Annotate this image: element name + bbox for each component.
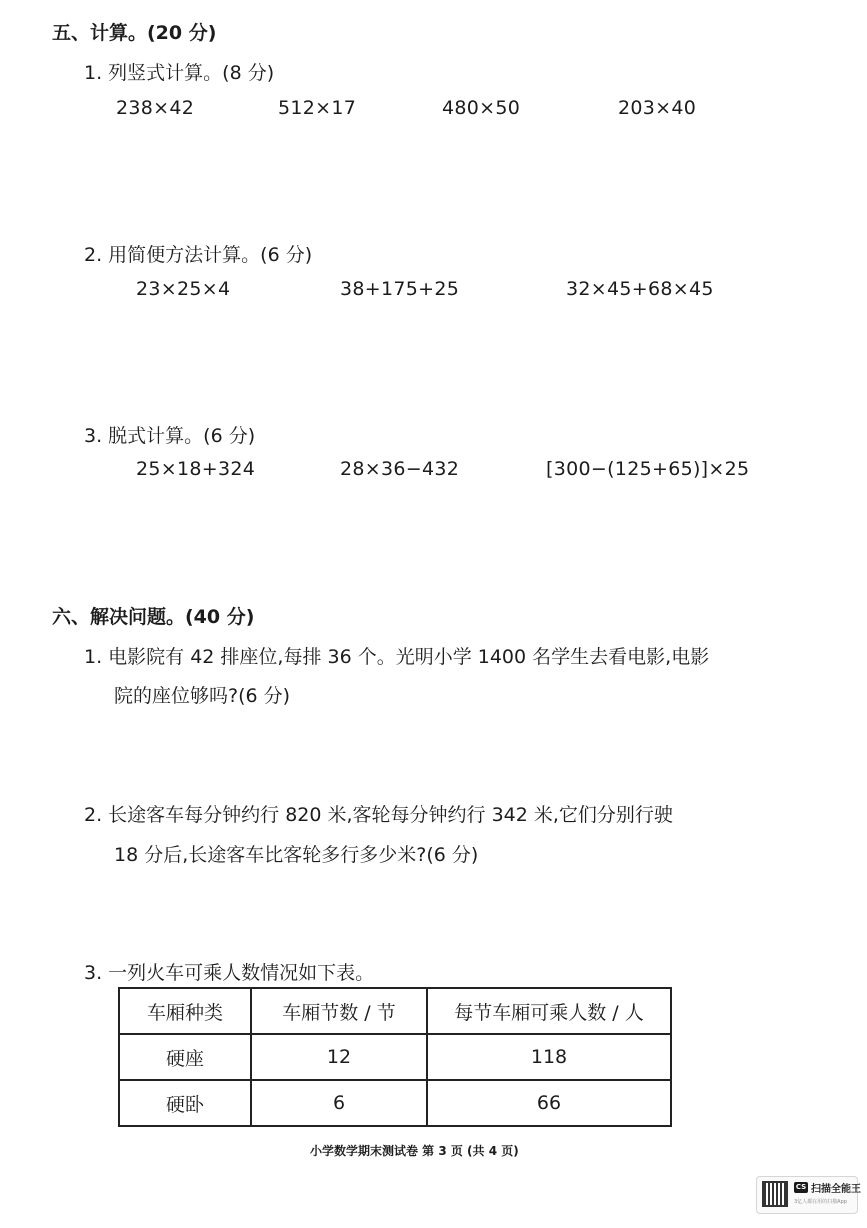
qr-code-icon [762, 1181, 788, 1207]
table-cell: 118 [427, 1034, 671, 1080]
cs-logo-icon: CS [795, 1183, 807, 1191]
expression: 28×36−432 [340, 458, 460, 480]
badge-subtitle: 3亿人都在用的扫描App [794, 1199, 847, 1205]
expression: [300−(125+65)]×25 [546, 458, 750, 480]
question-5-1-title: 1. 列竖式计算。(8 分) [84, 62, 275, 84]
expression: 38+175+25 [340, 278, 460, 300]
expression: 23×25×4 [136, 278, 231, 300]
table-row [119, 1034, 671, 1080]
question-6-1-line-1: 1. 电影院有 42 排座位,每排 36 个。光明小学 1400 名学生去看电影,电影 [84, 646, 710, 668]
question-6-2-line-2: 18 分后,长途客车比客轮多行多少米?(6 分) [114, 844, 479, 866]
section-5-title: 五、计算。(20 分) [52, 22, 217, 44]
table-cell: 硬卧 [119, 1080, 251, 1126]
table-header-row [119, 988, 671, 1034]
table-cell: 硬座 [119, 1034, 251, 1080]
expression: 238×42 [116, 97, 195, 119]
expression: 32×45+68×45 [566, 278, 714, 300]
table-cell: 66 [427, 1080, 671, 1126]
question-6-2-line-1: 2. 长途客车每分钟约行 820 米,客轮每分钟约行 342 米,它们分别行驶 [84, 804, 673, 826]
expression: 203×40 [618, 97, 697, 119]
question-6-3-title: 3. 一列火车可乘人数情况如下表。 [84, 962, 375, 984]
table-header-cell: 车厢种类 [119, 988, 251, 1034]
table-cell: 12 [251, 1034, 427, 1080]
badge-title: 扫描全能王 [811, 1184, 861, 1195]
question-6-1-line-2: 院的座位够吗?(6 分) [114, 685, 291, 707]
section-6-title: 六、解决问题。(40 分) [52, 606, 255, 628]
question-5-2-title: 2. 用简便方法计算。(6 分) [84, 244, 313, 266]
table-row [119, 1080, 671, 1126]
page-footer: 小学数学期末测试卷 第 3 页 (共 4 页) [310, 1144, 519, 1158]
table-header-cell: 车厢节数 / 节 [251, 988, 427, 1034]
question-5-3-title: 3. 脱式计算。(6 分) [84, 425, 256, 447]
table-cell: 6 [251, 1080, 427, 1126]
expression: 25×18+324 [136, 458, 256, 480]
scanner-badge [756, 1176, 861, 1214]
train-capacity-table [118, 987, 672, 1127]
expression: 512×17 [278, 97, 357, 119]
expression: 480×50 [442, 97, 521, 119]
table-header-cell: 每节车厢可乘人数 / 人 [427, 988, 671, 1034]
